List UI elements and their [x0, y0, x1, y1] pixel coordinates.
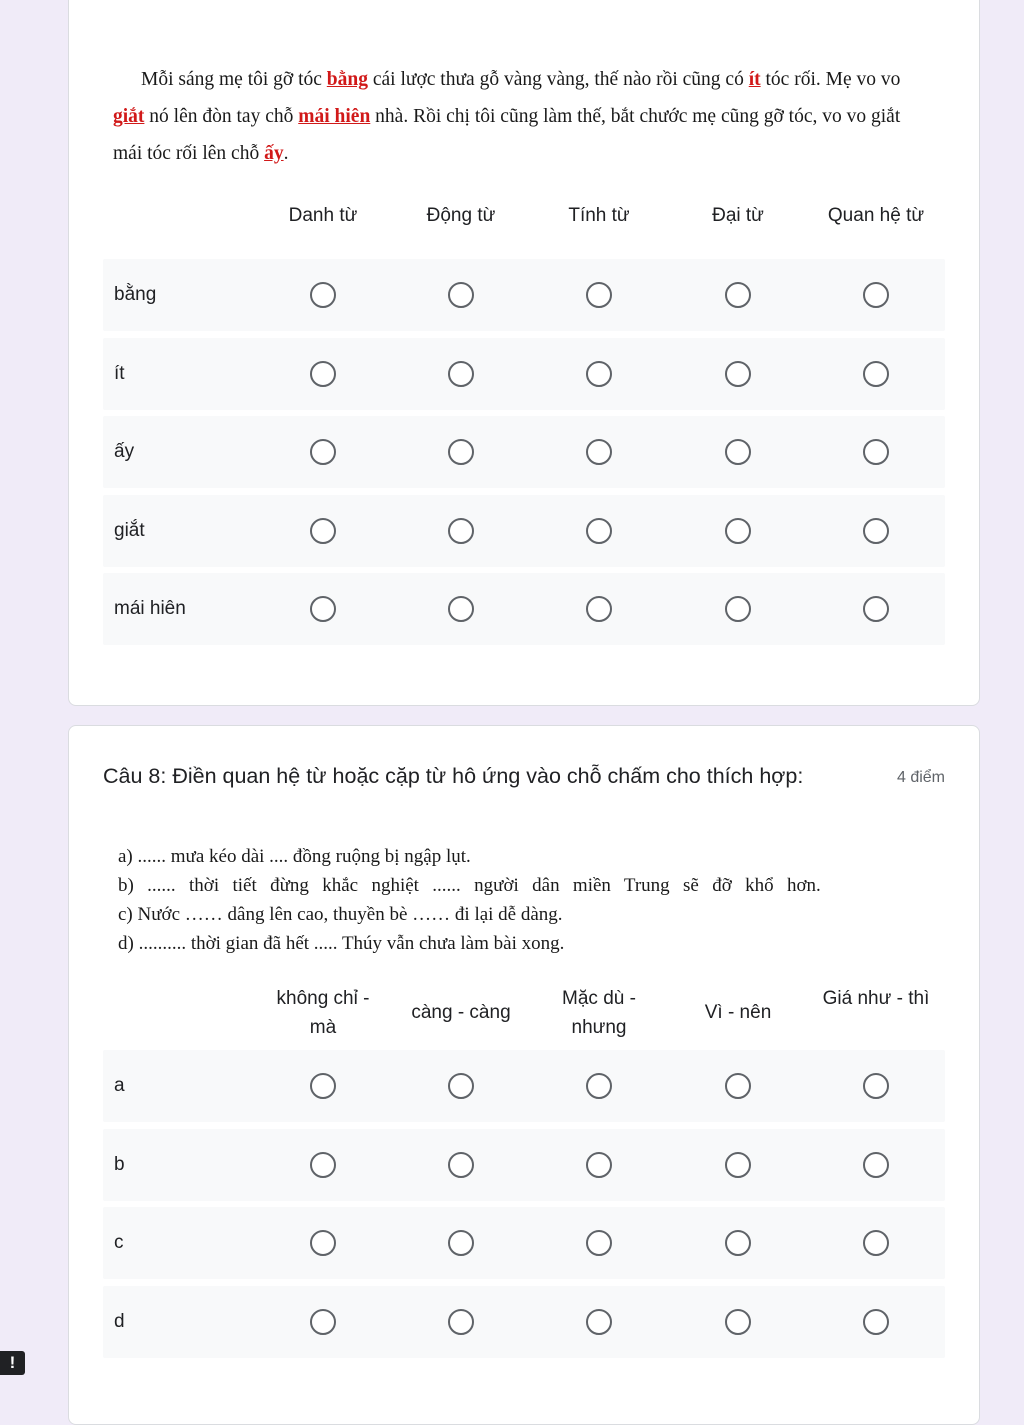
radio-option[interactable]	[725, 1230, 751, 1256]
highlighted-word: mái hiên	[298, 106, 371, 127]
highlighted-word: bằng	[326, 69, 368, 90]
highlighted-word: ấy	[264, 143, 284, 164]
grid-row	[103, 1207, 945, 1279]
row-label: ít	[114, 362, 125, 384]
radio-option[interactable]	[586, 361, 612, 387]
grid-row	[103, 495, 945, 567]
radio-option[interactable]	[448, 439, 474, 465]
highlighted-word: ít	[748, 69, 761, 90]
row-label: d	[114, 1310, 125, 1332]
radio-option[interactable]	[310, 518, 336, 544]
radio-option[interactable]	[863, 361, 889, 387]
row-label: b	[114, 1153, 125, 1175]
radio-option[interactable]	[725, 1309, 751, 1335]
column-header: càng - càng	[411, 1002, 511, 1023]
radio-option[interactable]	[586, 596, 612, 622]
column-header: Vì - nên	[704, 1002, 772, 1023]
highlighted-word: giắt	[113, 106, 145, 127]
radio-option[interactable]	[863, 439, 889, 465]
radio-option[interactable]	[448, 596, 474, 622]
column-header: Động từ	[426, 205, 496, 226]
radio-option[interactable]	[863, 518, 889, 544]
row-label: bằng	[114, 284, 157, 305]
radio-option[interactable]	[863, 1230, 889, 1256]
passage-segment: nhà. Rồi chị tôi cũng làm thế, bắt chước mẹ cũng gỡ tóc, vo vo giắt mái tóc rối lên chỗ	[113, 106, 901, 164]
passage-segment: tóc rối. Mẹ vo vo	[760, 69, 901, 90]
radio-option[interactable]	[586, 282, 612, 308]
grid-row	[103, 338, 945, 410]
radio-option[interactable]	[310, 1230, 336, 1256]
radio-option[interactable]	[310, 596, 336, 622]
question-8-points: 4 điểm	[896, 769, 945, 786]
passage-segment: cái lược thưa gỗ vàng vàng, thế nào rồi cũng có	[368, 69, 749, 90]
grid-row	[103, 1050, 945, 1122]
radio-option[interactable]	[448, 1230, 474, 1256]
radio-option[interactable]	[586, 518, 612, 544]
grid-row	[103, 1286, 945, 1358]
column-header: Giá như - thì	[822, 988, 930, 1009]
grid-body	[103, 259, 945, 645]
passage-segment: .	[283, 143, 289, 164]
passage-text	[113, 61, 923, 172]
grid-row	[103, 416, 945, 488]
radio-option[interactable]	[310, 1152, 336, 1178]
passage-segment: nó lên đòn tay chỗ	[144, 106, 299, 127]
radio-option[interactable]	[725, 596, 751, 622]
radio-option[interactable]	[586, 439, 612, 465]
radio-option[interactable]	[448, 282, 474, 308]
exercise-line-b: b) ...... thời tiết đừng khắc nghiệt ...... người dân miền Trung sẽ đỡ khổ hơn.	[118, 875, 821, 896]
grid-body	[103, 1050, 945, 1358]
question-8-grid	[103, 984, 945, 1364]
radio-option[interactable]	[725, 518, 751, 544]
row-label: a	[114, 1075, 125, 1096]
radio-option[interactable]	[586, 1309, 612, 1335]
row-label: c	[114, 1232, 124, 1253]
radio-option[interactable]	[725, 282, 751, 308]
question-7-card	[68, 0, 980, 706]
radio-option[interactable]	[725, 439, 751, 465]
radio-option[interactable]	[725, 1073, 751, 1099]
row-label: giắt	[114, 519, 145, 541]
column-header: không chỉ - mà	[276, 988, 370, 1038]
question-8-card	[68, 725, 980, 1425]
passage-segment: Mỗi sáng mẹ tôi gỡ tóc	[141, 69, 327, 90]
exercise-line-a: a) ...... mưa kéo dài .... đồng ruộng bị ngập lụt.	[118, 846, 471, 867]
column-header: Mặc dù - nhưng	[562, 988, 636, 1038]
radio-option[interactable]	[863, 1073, 889, 1099]
radio-option[interactable]	[586, 1152, 612, 1178]
radio-option[interactable]	[448, 1309, 474, 1335]
radio-option[interactable]	[586, 1073, 612, 1099]
column-header: Đại từ	[712, 205, 764, 226]
radio-option[interactable]	[725, 361, 751, 387]
grid-row	[103, 259, 945, 331]
question-7-grid	[103, 197, 945, 652]
exercise-line-c: c) Nước …… dâng lên cao, thuyền bè …… đi lại dễ dàng.	[118, 904, 563, 925]
column-header: Quan hệ từ	[827, 205, 925, 226]
radio-option[interactable]	[725, 1152, 751, 1178]
row-label: ấy	[114, 441, 135, 462]
column-header: Tính từ	[568, 205, 630, 226]
radio-option[interactable]	[448, 518, 474, 544]
radio-option[interactable]	[586, 1230, 612, 1256]
grid-header	[103, 197, 945, 259]
row-label: mái hiên	[114, 598, 186, 619]
radio-option[interactable]	[448, 1152, 474, 1178]
exercise-line-d: d) .......... thời gian đã hết ..... Thúy vẫn chưa làm bài xong.	[118, 933, 565, 954]
radio-option[interactable]	[448, 361, 474, 387]
radio-option[interactable]	[448, 1073, 474, 1099]
radio-option[interactable]	[863, 282, 889, 308]
radio-option[interactable]	[863, 1152, 889, 1178]
grid-header	[103, 984, 945, 1050]
alert-icon[interactable]: !	[0, 1351, 25, 1375]
radio-option[interactable]	[863, 596, 889, 622]
grid-row	[103, 1129, 945, 1201]
grid-row	[103, 573, 945, 645]
radio-option[interactable]	[310, 282, 336, 308]
radio-option[interactable]	[310, 1309, 336, 1335]
question-8-exercise	[118, 842, 938, 958]
radio-option[interactable]	[310, 361, 336, 387]
question-8-title: Câu 8: Điền quan hệ từ hoặc cặp từ hô ứng vào chỗ chấm cho thích hợp:	[103, 764, 804, 788]
radio-option[interactable]	[863, 1309, 889, 1335]
question-7-passage	[113, 61, 923, 172]
radio-option[interactable]	[310, 439, 336, 465]
radio-option[interactable]	[310, 1073, 336, 1099]
column-header: Danh từ	[288, 205, 358, 226]
